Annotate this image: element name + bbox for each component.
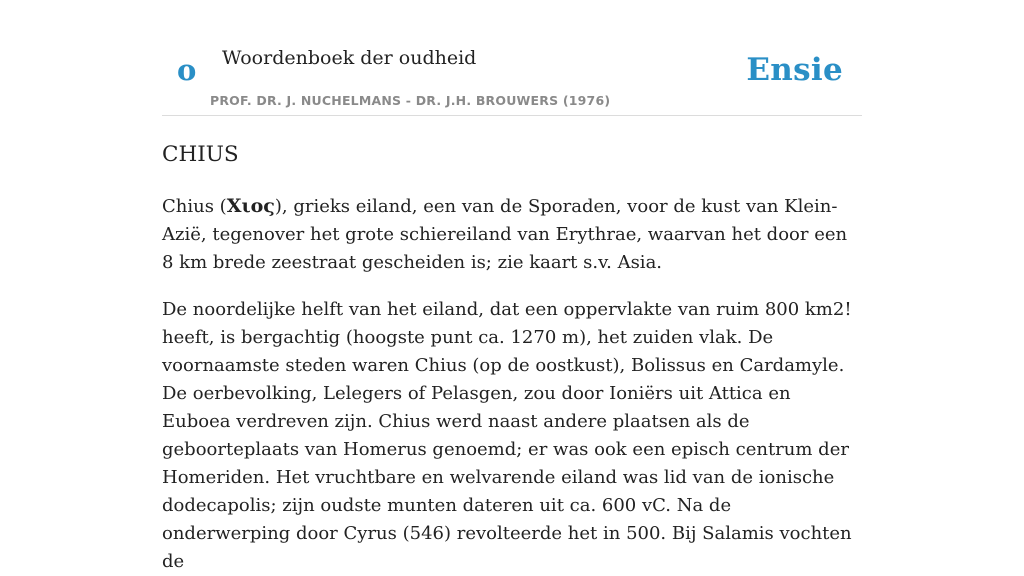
paragraph-1-start: Chius (: [162, 196, 227, 217]
book-authors: PROF. DR. J. NUCHELMANS - DR. J.H. BROUWERS (1976): [210, 93, 611, 108]
article-headword: CHIUS: [162, 142, 239, 167]
book-title[interactable]: Woordenboek der oudheid: [222, 47, 477, 69]
greek-name: Χιος: [226, 195, 275, 217]
article-paragraph-1: [162, 192, 862, 277]
paragraph-1-rest: ), grieks eiland, een van de Sporaden, voor de kust van Klein-Azië, tegenover het grote schiereiland van Erythrae, waarvan het door een 8 km brede zeestraat gescheiden is; zie kaart s.v. Asia.: [162, 196, 848, 273]
page-header: [162, 0, 862, 116]
article-paragraph-2: De noordelijke helft van het eiland, dat een oppervlakte van ruim 800 km2! heeft, is bergachtig (hoogste punt ca. 1270 m), het zuiden vlak. De voornaamste steden waren Chius (op de oostkust), Bolissus en Cardamyle. De oerbevolking, Lelegers of Pelasgen, zou door Ioniërs uit Attica en Euboea verdreven zijn. Chius werd naast andere plaatsen als de geboorteplaats van Homerus genoemd; er was ook een episch centrum der Homeriden. Het vruchtbare en welvarende eiland was lid van de ionische dodecapolis; zijn oudste munten dateren uit ca. 600 vC. Na de onderwerping door Cyrus (546) revolteerde het in 500. Bij Salamis vochten de: [162, 299, 852, 572]
ensie-logo[interactable]: Ensie: [746, 52, 843, 88]
page-container: [162, 0, 862, 576]
index-letter[interactable]: o: [177, 53, 197, 87]
